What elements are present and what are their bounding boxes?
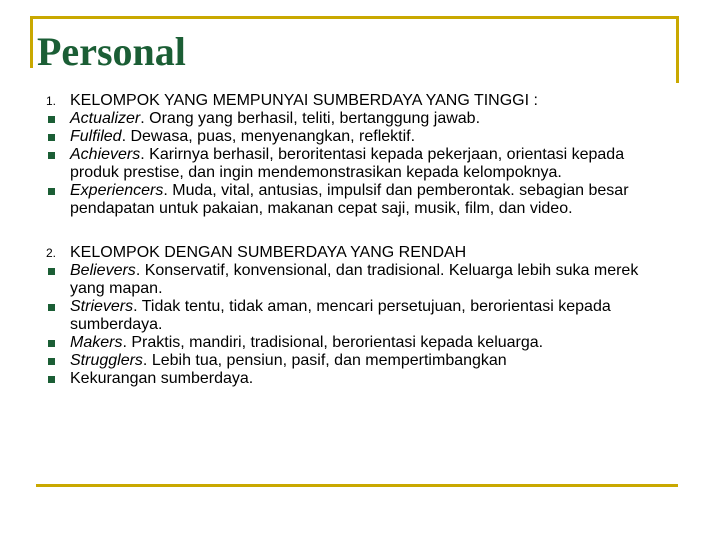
list-item [46, 128, 666, 146]
item-text: . Karirnya berhasil, beroritentasi kepada pekerjaan, orientasi kepada produk prestise, dan ingin mendemonstrasikan kepada kelompoknya. [70, 146, 625, 181]
square-bullet-icon [48, 116, 55, 123]
item-text: . Konservatif, konvensional, dan tradisional. Keluarga lebih suka merek yang mapan. [70, 262, 639, 297]
item-term: Strievers [70, 298, 134, 315]
item-term: Achievers [70, 146, 141, 163]
item-term: Strugglers [70, 352, 143, 369]
list-item [46, 334, 666, 352]
item-term: Experiencers [70, 182, 164, 199]
list-item [46, 146, 666, 182]
slide-content [46, 92, 666, 388]
square-bullet-icon [48, 152, 55, 159]
section1-number: 1. [46, 94, 57, 108]
item-text: . Praktis, mandiri, tradisional, berorientasi kepada keluarga. [122, 334, 544, 351]
section1-heading-row [46, 92, 666, 110]
list-item [46, 370, 666, 388]
list-item [46, 262, 666, 298]
list-item [46, 110, 666, 128]
square-bullet-icon [48, 304, 55, 311]
section2-number: 2. [46, 246, 57, 260]
square-bullet-icon [48, 376, 55, 383]
list-item [46, 298, 666, 334]
item-term: Actualizer [70, 110, 141, 127]
square-bullet-icon [48, 188, 55, 195]
section1-heading: KELOMPOK YANG MEMPUNYAI SUMBERDAYA YANG TINGGI : [70, 92, 538, 109]
section2-heading: KELOMPOK DENGAN SUMBERDAYA YANG RENDAH [70, 244, 467, 261]
decor-frame-top [30, 16, 679, 19]
item-term: Makers [70, 334, 123, 351]
decor-frame-right [676, 16, 679, 83]
item-text: . Tidak tentu, tidak aman, mencari persetujuan, berorientasi kepada sumberdaya. [70, 298, 611, 333]
square-bullet-icon [48, 268, 55, 275]
item-text: . Muda, vital, antusias, impulsif dan pemberontak. sebagian besar pendapatan untuk pakaian, makanan cepat saji, musik, film, dan video. [70, 182, 629, 217]
square-bullet-icon [48, 358, 55, 365]
item-text: . Dewasa, puas, menyenangkan, reflektif. [121, 128, 416, 145]
decor-bottom-rule [36, 484, 678, 487]
slide-title: Personal [37, 29, 186, 74]
section2-heading-row [46, 244, 666, 262]
item-term: Believers [70, 262, 136, 279]
item-text: . Orang yang berhasil, teliti, bertanggung jawab. [140, 110, 481, 127]
item-term: Fulfiled [70, 128, 122, 145]
square-bullet-icon [48, 134, 55, 141]
square-bullet-icon [48, 340, 55, 347]
list-item [46, 182, 666, 218]
item-text: Kekurangan sumberdaya. [70, 370, 254, 387]
list-item [46, 352, 666, 370]
item-text: . Lebih tua, pensiun, pasif, dan mempertimbangkan [142, 352, 507, 369]
decor-frame-left [30, 16, 33, 68]
